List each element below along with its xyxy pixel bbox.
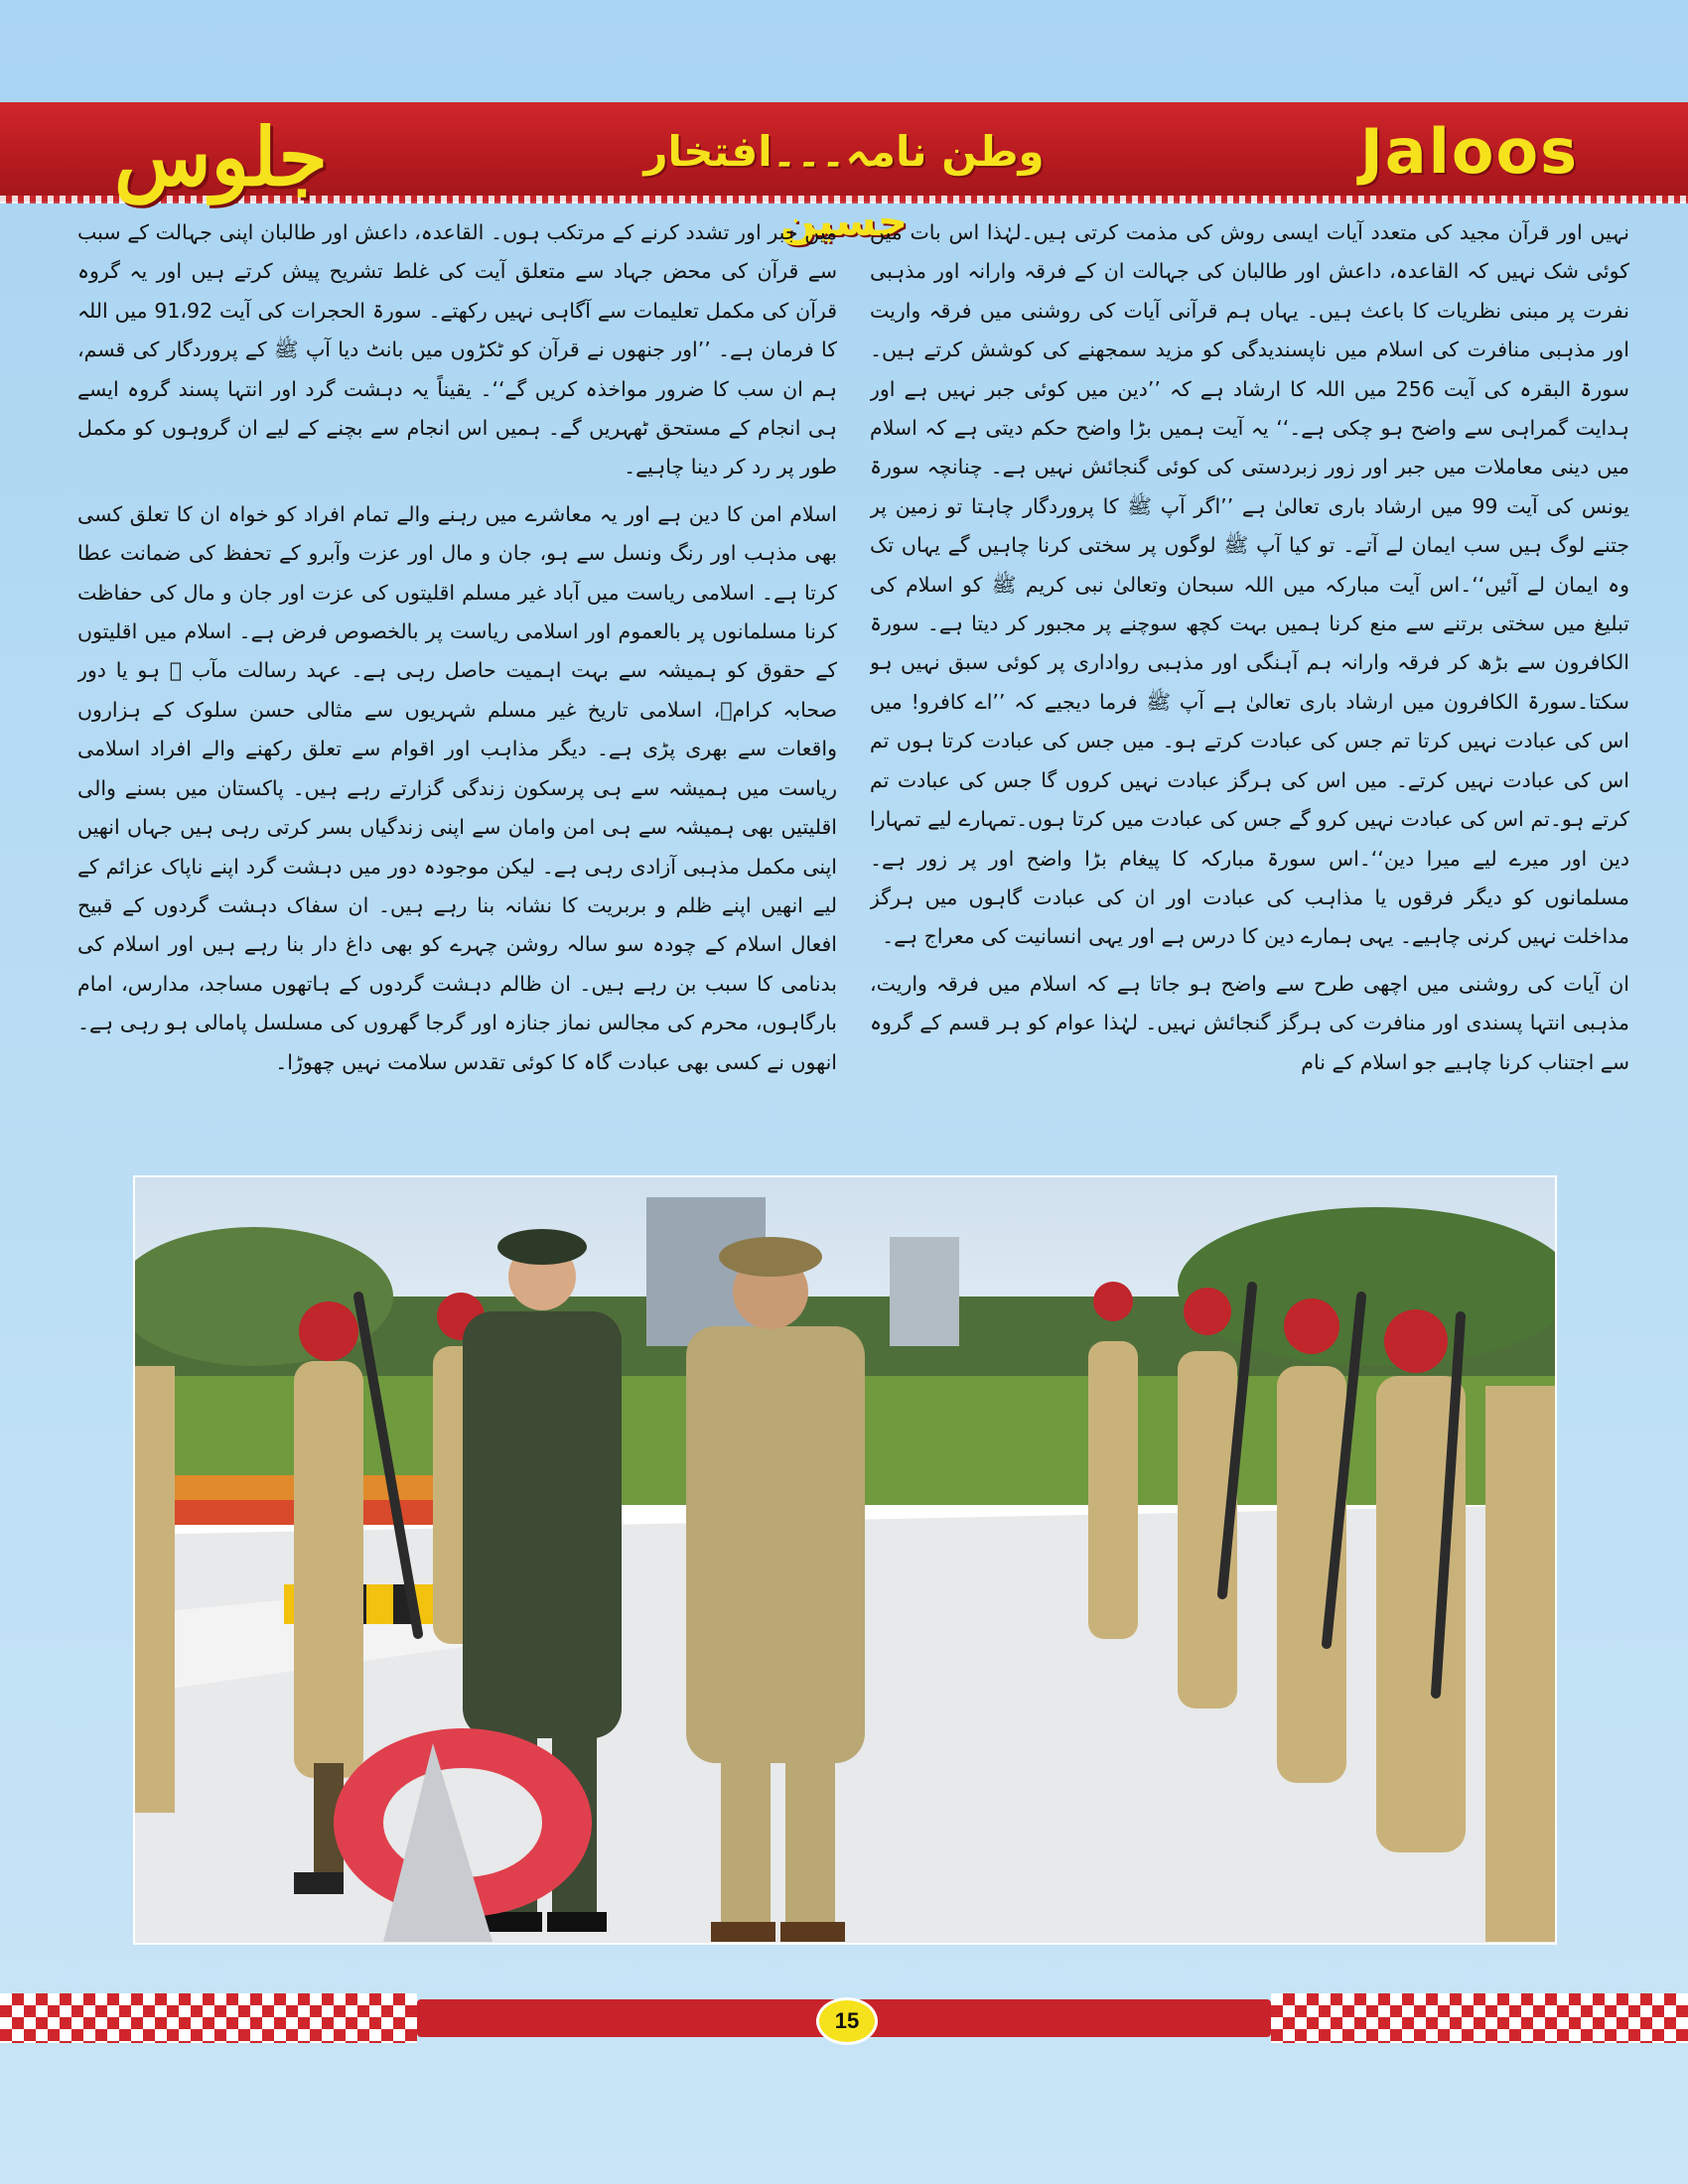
brand-logo-english: Jaloos (1359, 115, 1579, 188)
article-paragraph: ان آیات کی روشنی میں اچھی طرح سے واضح ہو جاتا ہے کہ اسلام میں فرقہ واریت، مذہبی انتہا پسندی اور منافرت کی ہرگز گنجائش نہیں۔ لہٰذا عوام کو ہر قسم کے گروہ سے اجتناب کرنا چاہیے جو اسلام کے نام (870, 971, 1629, 1074)
footer-checker-right (1271, 1993, 1688, 2043)
brand-logo-urdu: جلوس (114, 110, 328, 204)
page-number: 15 (816, 1997, 878, 2045)
article-photo (133, 1175, 1557, 1945)
article-paragraph: نہیں اور قرآن مجید کی متعدد آیات ایسی روش کی مذمت کرتی ہیں۔لہٰذا اس بات میں کوئی شک نہیں کہ القاعدہ، داعش اور طالبان کی جہالت ان کے فرقہ وارانہ اور مذہبی نفرت پر مبنی نظریات کا باعث ہیں۔ یہاں ہم قرآنی آیات کی روشنی میں فرقہ واریت اور مذہبی منافرت کی اسلام میں ناپسندیدگی کو مزید سمجھنے کی کوشش کرتے ہیں۔سورۃ البقرہ کی آیت 256 میں اللہ کا ارشاد ہے کہ ’’دین میں کوئی جبر نہیں ہے اور ہدایت گمراہی سے واضح ہو چکی ہے۔‘‘ یہ آیت ہمیں بڑا واضح حکم دیتی ہے کہ اسلام میں دینی معاملات میں جبر اور زور زبردستی کی کوئی گنجائش نہیں ہے۔ چنانچہ سورۃ یونس کی آیت 99 میں ارشاد باری تعالیٰ ہے ’’اگر آپ ﷺ کا پروردگار چاہتا تو زمین پر جتنے لوگ ہیں سب ایمان لے آتے۔ تو کیا آپ ﷺ لوگوں پر سختی کرنا چاہیں گے یہاں تک وہ ایمان لے آئیں‘‘۔اس آیت مبارکہ میں اللہ سبحان وتعالیٰ نبی کریم ﷺ کو اسلام کی تبلیغ میں سختی برتنے سے منع کرنا ہمیں بہت کچھ سوچنے پر مجبور کر دیتا ہے۔ سورۃ الکافرون سے بڑھ کر فرقہ وارانہ ہم آہنگی اور مذہبی رواداری پر کوئی سبق نہیں ہو سکتا۔سورۃ الکافرون میں ارشاد باری تعالیٰ ہے آپ ﷺ فرما دیجیے کہ ’’اے کافرو! میں اس کی عبادت نہیں کرتا تم جس کی عبادت کرتے ہو۔ میں جس کی عبادت کرتا ہوں تم اس کی عبادت نہیں کرتے۔ میں اس کی ہرگز عبادت نہیں کروں گا جس کی عبادت تم کرتے ہو۔تم اس کی عبادت نہیں کرو گے جس کی عبادت میں کرتا ہوں۔تمہارے لیے تمہارا دین اور میرے لیے میرا دین‘‘۔اس سورۃ مبارکہ کا پیغام بڑا واضح اور پر زور ہے۔ مسلمانوں کو دیگر فرقوں یا مذاہب کی عبادت اور ان کی عبادت گاہوں میں ہرگز مداخلت نہیں کرنی چاہیے۔ یہی ہمارے دین کا درس ہے اور یہی انسانیت کی معراج ہے۔ (870, 220, 1629, 949)
article-column-right (870, 213, 1629, 1166)
section-title: وطن نامہ۔۔۔افتخار حسین (643, 127, 1045, 245)
footer-checker-left (0, 1993, 417, 2043)
article-column-left (77, 213, 837, 1166)
article-paragraph: اسلام امن کا دین ہے اور یہ معاشرے میں رہنے والے تمام افراد کو خواہ ان کا تعلق کسی بھی مذہب اور رنگ ونسل سے ہو، جان و مال اور عزت وآبرو کے تحفظ کی ضمانت عطا کرتا ہے۔ اسلامی ریاست میں آباد غیر مسلم اقلیتوں کی عزت اور جان و مال کی حفاظت کرنا مسلمانوں پر بالعموم اور اسلامی ریاست پر بالخصوص فرض ہے۔ اسلام میں اقلیتوں کے حقوق کو ہمیشہ سے بہت اہمیت حاصل رہی ہے۔ عہد رسالت مآب ﷺ ہو یا دور صحابہ کرامؓ، اسلامی تاریخ غیر مسلم شہریوں سے مثالی حسن سلوک کے ہزاروں واقعات سے بھری پڑی ہے۔ دیگر مذاہب اور اقوام سے تعلق رکھنے والے افراد اسلامی ریاست میں ہمیشہ سے ہی پرسکون زندگی گزارتے رہے ہیں۔ پاکستان میں بسنے والی اقلیتیں بھی ہمیشہ سے ہی امن وامان سے اپنی زندگیاں بسر کرتی رہی ہیں جہاں انھیں اپنی مکمل مذہبی آزادی رہی ہے۔ لیکن موجودہ دور میں دہشت گرد اپنے ناپاک عزائم کے لیے انھیں اپنے ظلم و بربریت کا نشانہ بنا رہے ہیں۔ ان سفاک دہشت گردوں کے قبیح افعال اسلام کے چودہ سو سالہ روشن چہرے کو بھی داغ دار بنا رہے ہیں اور اسلام کی بدنامی کا سبب بن رہے ہیں۔ ان ظالم دہشت گردوں کے ہاتھوں مساجد، مدارس، امام بارگاہوں، محرم کی مجالس نماز جنازہ اور گرجا گھروں کی مسلسل پامالی ہو رہی ہے۔ انھوں نے کسی بھی عبادت گاہ کا کوئی تقدس سلامت نہیں چھوڑا۔ (77, 501, 837, 1074)
ceremony-photo-illustration (135, 1177, 1555, 1943)
article-paragraph: میں جبر اور تشدد کرنے کے مرتکب ہوں۔ القاعدہ، داعش اور طالبان اپنی جہالت کے سبب سے قرآن کی محض جہاد سے متعلق آیت کی غلط تشریح پیش کرتے ہیں اور یہ گروہ قرآن کی مکمل تعلیمات سے آگاہی نہیں رکھتے۔ سورۃ الحجرات کی آیت 91،92 میں اللہ کا فرمان ہے۔ ’’اور جنھوں نے قرآن کو ٹکڑوں میں بانٹ دیا آپ ﷺ کے پروردگار کی قسم، ہم ان سب کا ضرور مواخذہ کریں گے‘‘۔ یقیناً یہ دہشت گرد اور انتہا پسند گروہ ایسے ہی انجام کے مستحق ٹھہریں گے۔ ہمیں اس انجام سے بچنے کے لیے ان گروہوں کو مکمل طور پر رد کر دینا چاہیے۔ (77, 220, 837, 479)
